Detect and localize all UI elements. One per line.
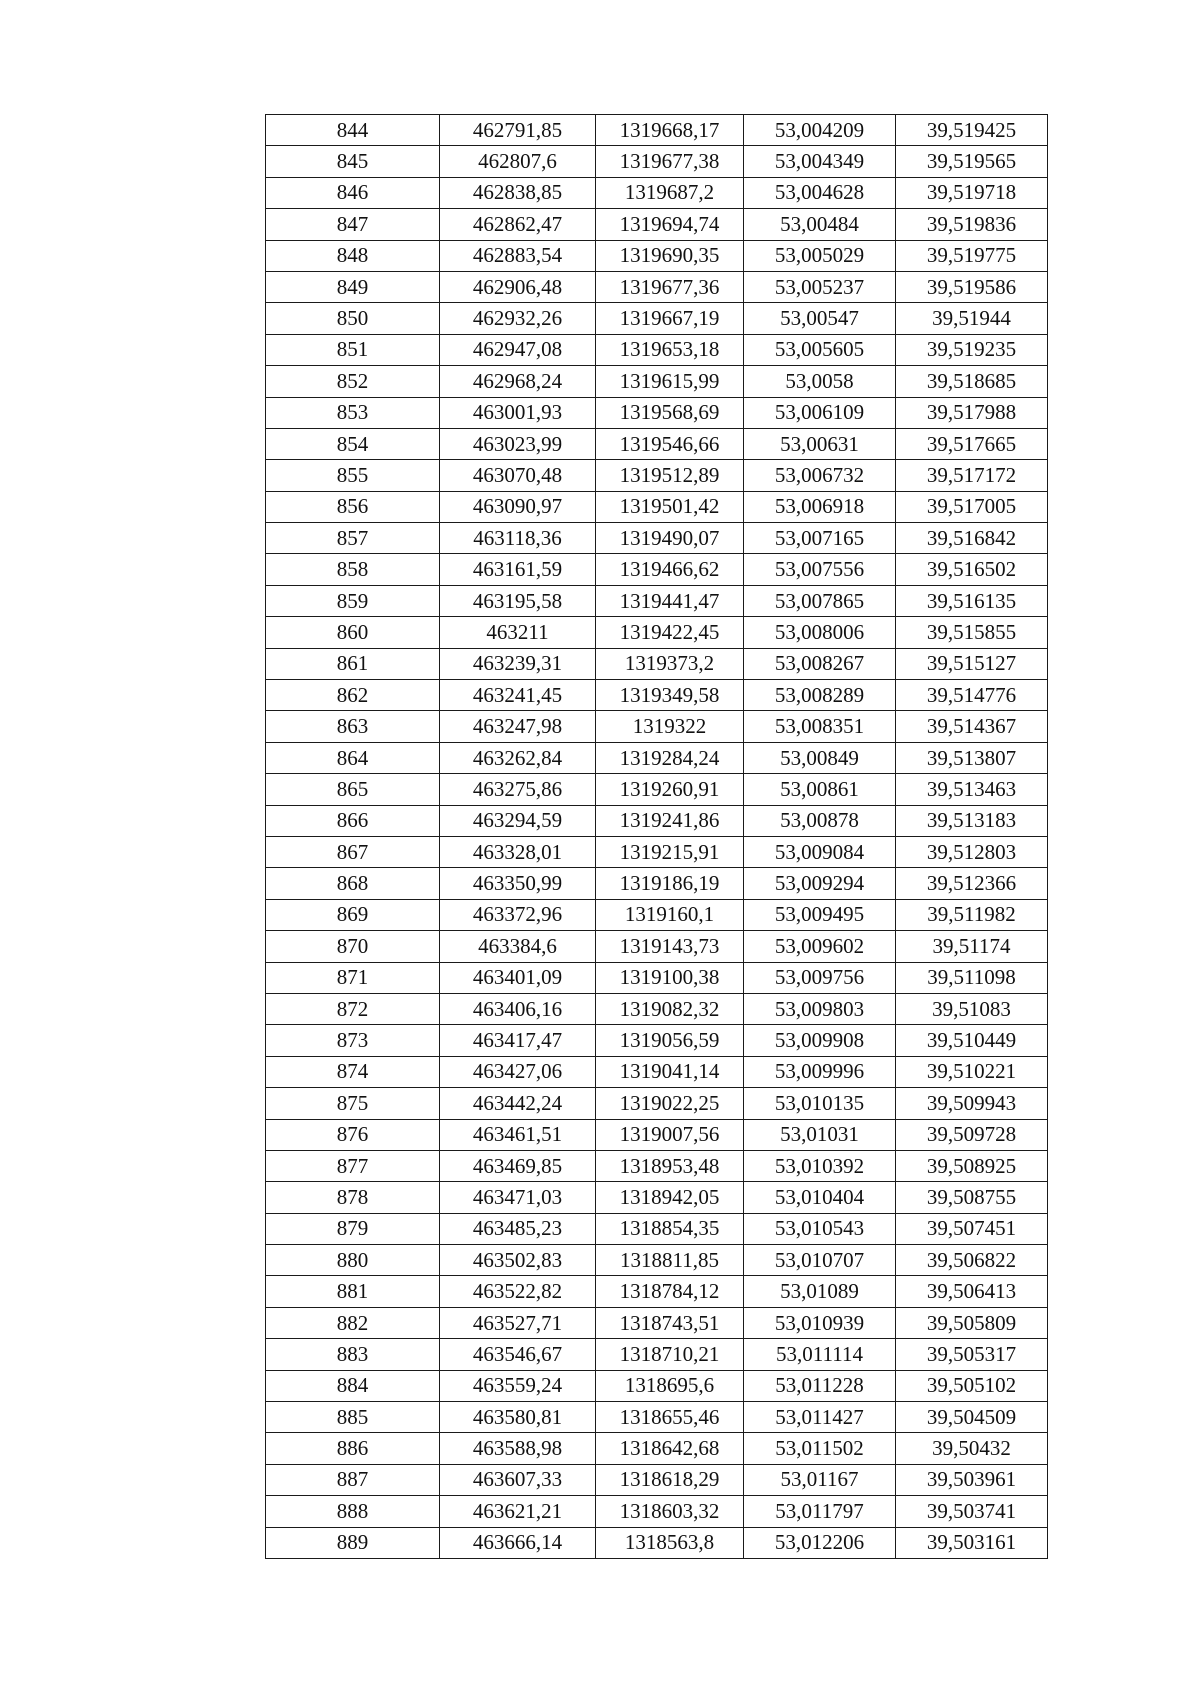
longitude-cell: 39,51083 xyxy=(896,993,1048,1024)
table-row xyxy=(266,1496,1048,1527)
x-coordinate-cell: 463621,21 xyxy=(440,1496,596,1527)
point-number-cell: 844 xyxy=(266,115,440,146)
y-coordinate-cell: 1318811,85 xyxy=(596,1245,744,1276)
longitude-cell: 39,513807 xyxy=(896,742,1048,773)
point-number-cell: 889 xyxy=(266,1527,440,1558)
point-number-cell: 871 xyxy=(266,962,440,993)
longitude-cell: 39,519718 xyxy=(896,177,1048,208)
y-coordinate-cell: 1319241,86 xyxy=(596,805,744,836)
x-coordinate-cell: 463527,71 xyxy=(440,1307,596,1338)
table-row xyxy=(266,1433,1048,1464)
coordinates-table-body xyxy=(266,115,1048,1559)
table-row xyxy=(266,1276,1048,1307)
longitude-cell: 39,519836 xyxy=(896,209,1048,240)
y-coordinate-cell: 1318710,21 xyxy=(596,1339,744,1370)
latitude-cell: 53,010939 xyxy=(744,1307,896,1338)
latitude-cell: 53,005605 xyxy=(744,334,896,365)
point-number-cell: 858 xyxy=(266,554,440,585)
longitude-cell: 39,513183 xyxy=(896,805,1048,836)
table-row xyxy=(266,428,1048,459)
x-coordinate-cell: 463262,84 xyxy=(440,742,596,773)
table-row xyxy=(266,177,1048,208)
table-row xyxy=(266,899,1048,930)
x-coordinate-cell: 462906,48 xyxy=(440,271,596,302)
table-row xyxy=(266,931,1048,962)
latitude-cell: 53,008006 xyxy=(744,617,896,648)
longitude-cell: 39,510221 xyxy=(896,1056,1048,1087)
latitude-cell: 53,012206 xyxy=(744,1527,896,1558)
point-number-cell: 854 xyxy=(266,428,440,459)
y-coordinate-cell: 1319373,2 xyxy=(596,648,744,679)
x-coordinate-cell: 463522,82 xyxy=(440,1276,596,1307)
x-coordinate-cell: 462932,26 xyxy=(440,303,596,334)
point-number-cell: 862 xyxy=(266,680,440,711)
x-coordinate-cell: 463502,83 xyxy=(440,1245,596,1276)
x-coordinate-cell: 463372,96 xyxy=(440,899,596,930)
y-coordinate-cell: 1319690,35 xyxy=(596,240,744,271)
x-coordinate-cell: 462807,6 xyxy=(440,146,596,177)
latitude-cell: 53,011797 xyxy=(744,1496,896,1527)
x-coordinate-cell: 463546,67 xyxy=(440,1339,596,1370)
table-row xyxy=(266,303,1048,334)
point-number-cell: 855 xyxy=(266,460,440,491)
point-number-cell: 873 xyxy=(266,1025,440,1056)
y-coordinate-cell: 1319100,38 xyxy=(596,962,744,993)
table-row xyxy=(266,868,1048,899)
y-coordinate-cell: 1318953,48 xyxy=(596,1150,744,1181)
x-coordinate-cell: 463580,81 xyxy=(440,1402,596,1433)
y-coordinate-cell: 1319668,17 xyxy=(596,115,744,146)
y-coordinate-cell: 1319490,07 xyxy=(596,523,744,554)
x-coordinate-cell: 463471,03 xyxy=(440,1182,596,1213)
longitude-cell: 39,517172 xyxy=(896,460,1048,491)
longitude-cell: 39,510449 xyxy=(896,1025,1048,1056)
x-coordinate-cell: 463666,14 xyxy=(440,1527,596,1558)
y-coordinate-cell: 1319694,74 xyxy=(596,209,744,240)
x-coordinate-cell: 463247,98 xyxy=(440,711,596,742)
longitude-cell: 39,519775 xyxy=(896,240,1048,271)
table-row xyxy=(266,648,1048,679)
coordinates-table xyxy=(265,114,1048,1559)
longitude-cell: 39,51944 xyxy=(896,303,1048,334)
longitude-cell: 39,507451 xyxy=(896,1213,1048,1244)
table-row xyxy=(266,1088,1048,1119)
x-coordinate-cell: 463384,6 xyxy=(440,931,596,962)
point-number-cell: 884 xyxy=(266,1370,440,1401)
latitude-cell: 53,010707 xyxy=(744,1245,896,1276)
y-coordinate-cell: 1319546,66 xyxy=(596,428,744,459)
latitude-cell: 53,007556 xyxy=(744,554,896,585)
point-number-cell: 861 xyxy=(266,648,440,679)
y-coordinate-cell: 1319160,1 xyxy=(596,899,744,930)
latitude-cell: 53,01167 xyxy=(744,1464,896,1495)
x-coordinate-cell: 463442,24 xyxy=(440,1088,596,1119)
latitude-cell: 53,009803 xyxy=(744,993,896,1024)
longitude-cell: 39,511098 xyxy=(896,962,1048,993)
latitude-cell: 53,00631 xyxy=(744,428,896,459)
latitude-cell: 53,006109 xyxy=(744,397,896,428)
point-number-cell: 850 xyxy=(266,303,440,334)
x-coordinate-cell: 463588,98 xyxy=(440,1433,596,1464)
longitude-cell: 39,514367 xyxy=(896,711,1048,742)
table-row xyxy=(266,617,1048,648)
point-number-cell: 856 xyxy=(266,491,440,522)
y-coordinate-cell: 1319466,62 xyxy=(596,554,744,585)
latitude-cell: 53,009084 xyxy=(744,836,896,867)
longitude-cell: 39,515127 xyxy=(896,648,1048,679)
longitude-cell: 39,505317 xyxy=(896,1339,1048,1370)
x-coordinate-cell: 462883,54 xyxy=(440,240,596,271)
x-coordinate-cell: 463350,99 xyxy=(440,868,596,899)
longitude-cell: 39,504509 xyxy=(896,1402,1048,1433)
latitude-cell: 53,004349 xyxy=(744,146,896,177)
point-number-cell: 847 xyxy=(266,209,440,240)
table-row xyxy=(266,805,1048,836)
longitude-cell: 39,515855 xyxy=(896,617,1048,648)
latitude-cell: 53,007865 xyxy=(744,585,896,616)
table-row xyxy=(266,993,1048,1024)
longitude-cell: 39,516842 xyxy=(896,523,1048,554)
y-coordinate-cell: 1319007,56 xyxy=(596,1119,744,1150)
point-number-cell: 853 xyxy=(266,397,440,428)
y-coordinate-cell: 1319568,69 xyxy=(596,397,744,428)
y-coordinate-cell: 1319284,24 xyxy=(596,742,744,773)
y-coordinate-cell: 1318642,68 xyxy=(596,1433,744,1464)
table-row xyxy=(266,774,1048,805)
latitude-cell: 53,0058 xyxy=(744,366,896,397)
latitude-cell: 53,010392 xyxy=(744,1150,896,1181)
table-row xyxy=(266,1025,1048,1056)
latitude-cell: 53,010404 xyxy=(744,1182,896,1213)
longitude-cell: 39,50432 xyxy=(896,1433,1048,1464)
table-row xyxy=(266,271,1048,302)
y-coordinate-cell: 1318942,05 xyxy=(596,1182,744,1213)
table-row xyxy=(266,1339,1048,1370)
y-coordinate-cell: 1319653,18 xyxy=(596,334,744,365)
y-coordinate-cell: 1319677,38 xyxy=(596,146,744,177)
x-coordinate-cell: 463275,86 xyxy=(440,774,596,805)
x-coordinate-cell: 463241,45 xyxy=(440,680,596,711)
longitude-cell: 39,511982 xyxy=(896,899,1048,930)
longitude-cell: 39,51174 xyxy=(896,931,1048,962)
latitude-cell: 53,004628 xyxy=(744,177,896,208)
y-coordinate-cell: 1319082,32 xyxy=(596,993,744,1024)
x-coordinate-cell: 463469,85 xyxy=(440,1150,596,1181)
table-row xyxy=(266,711,1048,742)
x-coordinate-cell: 463090,97 xyxy=(440,491,596,522)
latitude-cell: 53,005237 xyxy=(744,271,896,302)
table-row xyxy=(266,1464,1048,1495)
x-coordinate-cell: 463001,93 xyxy=(440,397,596,428)
longitude-cell: 39,519425 xyxy=(896,115,1048,146)
x-coordinate-cell: 463427,06 xyxy=(440,1056,596,1087)
table-row xyxy=(266,491,1048,522)
longitude-cell: 39,517665 xyxy=(896,428,1048,459)
longitude-cell: 39,509943 xyxy=(896,1088,1048,1119)
point-number-cell: 876 xyxy=(266,1119,440,1150)
latitude-cell: 53,009996 xyxy=(744,1056,896,1087)
longitude-cell: 39,512366 xyxy=(896,868,1048,899)
table-row xyxy=(266,1307,1048,1338)
point-number-cell: 848 xyxy=(266,240,440,271)
point-number-cell: 863 xyxy=(266,711,440,742)
point-number-cell: 881 xyxy=(266,1276,440,1307)
point-number-cell: 886 xyxy=(266,1433,440,1464)
table-row xyxy=(266,742,1048,773)
table-row xyxy=(266,962,1048,993)
y-coordinate-cell: 1318784,12 xyxy=(596,1276,744,1307)
latitude-cell: 53,00861 xyxy=(744,774,896,805)
latitude-cell: 53,010543 xyxy=(744,1213,896,1244)
x-coordinate-cell: 462862,47 xyxy=(440,209,596,240)
latitude-cell: 53,01089 xyxy=(744,1276,896,1307)
longitude-cell: 39,503741 xyxy=(896,1496,1048,1527)
y-coordinate-cell: 1319022,25 xyxy=(596,1088,744,1119)
table-row xyxy=(266,1119,1048,1150)
point-number-cell: 885 xyxy=(266,1402,440,1433)
latitude-cell: 53,011228 xyxy=(744,1370,896,1401)
latitude-cell: 53,011427 xyxy=(744,1402,896,1433)
latitude-cell: 53,007165 xyxy=(744,523,896,554)
longitude-cell: 39,506822 xyxy=(896,1245,1048,1276)
point-number-cell: 880 xyxy=(266,1245,440,1276)
y-coordinate-cell: 1319441,47 xyxy=(596,585,744,616)
table-row xyxy=(266,1370,1048,1401)
latitude-cell: 53,009908 xyxy=(744,1025,896,1056)
table-row xyxy=(266,836,1048,867)
latitude-cell: 53,006918 xyxy=(744,491,896,522)
longitude-cell: 39,503961 xyxy=(896,1464,1048,1495)
longitude-cell: 39,514776 xyxy=(896,680,1048,711)
latitude-cell: 53,00878 xyxy=(744,805,896,836)
table-row xyxy=(266,585,1048,616)
y-coordinate-cell: 1319322 xyxy=(596,711,744,742)
x-coordinate-cell: 463161,59 xyxy=(440,554,596,585)
x-coordinate-cell: 462791,85 xyxy=(440,115,596,146)
latitude-cell: 53,008267 xyxy=(744,648,896,679)
latitude-cell: 53,006732 xyxy=(744,460,896,491)
latitude-cell: 53,011114 xyxy=(744,1339,896,1370)
table-row xyxy=(266,460,1048,491)
point-number-cell: 867 xyxy=(266,836,440,867)
y-coordinate-cell: 1319501,42 xyxy=(596,491,744,522)
latitude-cell: 53,00547 xyxy=(744,303,896,334)
latitude-cell: 53,009294 xyxy=(744,868,896,899)
x-coordinate-cell: 463118,36 xyxy=(440,523,596,554)
x-coordinate-cell: 463485,23 xyxy=(440,1213,596,1244)
x-coordinate-cell: 463239,31 xyxy=(440,648,596,679)
y-coordinate-cell: 1318563,8 xyxy=(596,1527,744,1558)
latitude-cell: 53,009756 xyxy=(744,962,896,993)
x-coordinate-cell: 462968,24 xyxy=(440,366,596,397)
table-row xyxy=(266,366,1048,397)
x-coordinate-cell: 462947,08 xyxy=(440,334,596,365)
point-number-cell: 846 xyxy=(266,177,440,208)
point-number-cell: 872 xyxy=(266,993,440,1024)
y-coordinate-cell: 1319512,89 xyxy=(596,460,744,491)
table-row xyxy=(266,115,1048,146)
longitude-cell: 39,503161 xyxy=(896,1527,1048,1558)
table-row xyxy=(266,146,1048,177)
table-row xyxy=(266,1245,1048,1276)
longitude-cell: 39,513463 xyxy=(896,774,1048,805)
x-coordinate-cell: 463461,51 xyxy=(440,1119,596,1150)
x-coordinate-cell: 463406,16 xyxy=(440,993,596,1024)
longitude-cell: 39,519235 xyxy=(896,334,1048,365)
longitude-cell: 39,506413 xyxy=(896,1276,1048,1307)
longitude-cell: 39,519586 xyxy=(896,271,1048,302)
longitude-cell: 39,517988 xyxy=(896,397,1048,428)
latitude-cell: 53,01031 xyxy=(744,1119,896,1150)
point-number-cell: 882 xyxy=(266,1307,440,1338)
table-row xyxy=(266,1182,1048,1213)
y-coordinate-cell: 1318695,6 xyxy=(596,1370,744,1401)
y-coordinate-cell: 1319687,2 xyxy=(596,177,744,208)
y-coordinate-cell: 1318743,51 xyxy=(596,1307,744,1338)
latitude-cell: 53,008289 xyxy=(744,680,896,711)
longitude-cell: 39,517005 xyxy=(896,491,1048,522)
latitude-cell: 53,009602 xyxy=(744,931,896,962)
y-coordinate-cell: 1319215,91 xyxy=(596,836,744,867)
latitude-cell: 53,005029 xyxy=(744,240,896,271)
x-coordinate-cell: 463401,09 xyxy=(440,962,596,993)
point-number-cell: 870 xyxy=(266,931,440,962)
point-number-cell: 852 xyxy=(266,366,440,397)
longitude-cell: 39,508925 xyxy=(896,1150,1048,1181)
table-row xyxy=(266,680,1048,711)
table-row xyxy=(266,1056,1048,1087)
y-coordinate-cell: 1318854,35 xyxy=(596,1213,744,1244)
point-number-cell: 866 xyxy=(266,805,440,836)
x-coordinate-cell: 463211 xyxy=(440,617,596,648)
point-number-cell: 845 xyxy=(266,146,440,177)
table-row xyxy=(266,240,1048,271)
table-row xyxy=(266,554,1048,585)
point-number-cell: 865 xyxy=(266,774,440,805)
latitude-cell: 53,008351 xyxy=(744,711,896,742)
point-number-cell: 888 xyxy=(266,1496,440,1527)
longitude-cell: 39,505102 xyxy=(896,1370,1048,1401)
table-row xyxy=(266,523,1048,554)
x-coordinate-cell: 463328,01 xyxy=(440,836,596,867)
latitude-cell: 53,00849 xyxy=(744,742,896,773)
x-coordinate-cell: 463070,48 xyxy=(440,460,596,491)
point-number-cell: 860 xyxy=(266,617,440,648)
x-coordinate-cell: 463294,59 xyxy=(440,805,596,836)
table-row xyxy=(266,397,1048,428)
point-number-cell: 883 xyxy=(266,1339,440,1370)
y-coordinate-cell: 1318603,32 xyxy=(596,1496,744,1527)
longitude-cell: 39,518685 xyxy=(896,366,1048,397)
y-coordinate-cell: 1319422,45 xyxy=(596,617,744,648)
y-coordinate-cell: 1319615,99 xyxy=(596,366,744,397)
point-number-cell: 887 xyxy=(266,1464,440,1495)
x-coordinate-cell: 463417,47 xyxy=(440,1025,596,1056)
y-coordinate-cell: 1319056,59 xyxy=(596,1025,744,1056)
table-row xyxy=(266,334,1048,365)
latitude-cell: 53,00484 xyxy=(744,209,896,240)
y-coordinate-cell: 1319041,14 xyxy=(596,1056,744,1087)
latitude-cell: 53,011502 xyxy=(744,1433,896,1464)
x-coordinate-cell: 463607,33 xyxy=(440,1464,596,1495)
y-coordinate-cell: 1318655,46 xyxy=(596,1402,744,1433)
table-row xyxy=(266,1402,1048,1433)
longitude-cell: 39,505809 xyxy=(896,1307,1048,1338)
y-coordinate-cell: 1319677,36 xyxy=(596,271,744,302)
point-number-cell: 859 xyxy=(266,585,440,616)
point-number-cell: 857 xyxy=(266,523,440,554)
point-number-cell: 875 xyxy=(266,1088,440,1119)
x-coordinate-cell: 462838,85 xyxy=(440,177,596,208)
point-number-cell: 851 xyxy=(266,334,440,365)
point-number-cell: 849 xyxy=(266,271,440,302)
point-number-cell: 877 xyxy=(266,1150,440,1181)
longitude-cell: 39,519565 xyxy=(896,146,1048,177)
x-coordinate-cell: 463559,24 xyxy=(440,1370,596,1401)
longitude-cell: 39,508755 xyxy=(896,1182,1048,1213)
x-coordinate-cell: 463023,99 xyxy=(440,428,596,459)
point-number-cell: 879 xyxy=(266,1213,440,1244)
longitude-cell: 39,516502 xyxy=(896,554,1048,585)
table-row xyxy=(266,209,1048,240)
latitude-cell: 53,010135 xyxy=(744,1088,896,1119)
y-coordinate-cell: 1319186,19 xyxy=(596,868,744,899)
table-row xyxy=(266,1150,1048,1181)
longitude-cell: 39,509728 xyxy=(896,1119,1048,1150)
point-number-cell: 869 xyxy=(266,899,440,930)
latitude-cell: 53,004209 xyxy=(744,115,896,146)
longitude-cell: 39,512803 xyxy=(896,836,1048,867)
table-row xyxy=(266,1213,1048,1244)
point-number-cell: 878 xyxy=(266,1182,440,1213)
y-coordinate-cell: 1319260,91 xyxy=(596,774,744,805)
latitude-cell: 53,009495 xyxy=(744,899,896,930)
point-number-cell: 864 xyxy=(266,742,440,773)
longitude-cell: 39,516135 xyxy=(896,585,1048,616)
y-coordinate-cell: 1319667,19 xyxy=(596,303,744,334)
y-coordinate-cell: 1319349,58 xyxy=(596,680,744,711)
point-number-cell: 868 xyxy=(266,868,440,899)
table-row xyxy=(266,1527,1048,1558)
y-coordinate-cell: 1318618,29 xyxy=(596,1464,744,1495)
x-coordinate-cell: 463195,58 xyxy=(440,585,596,616)
point-number-cell: 874 xyxy=(266,1056,440,1087)
y-coordinate-cell: 1319143,73 xyxy=(596,931,744,962)
